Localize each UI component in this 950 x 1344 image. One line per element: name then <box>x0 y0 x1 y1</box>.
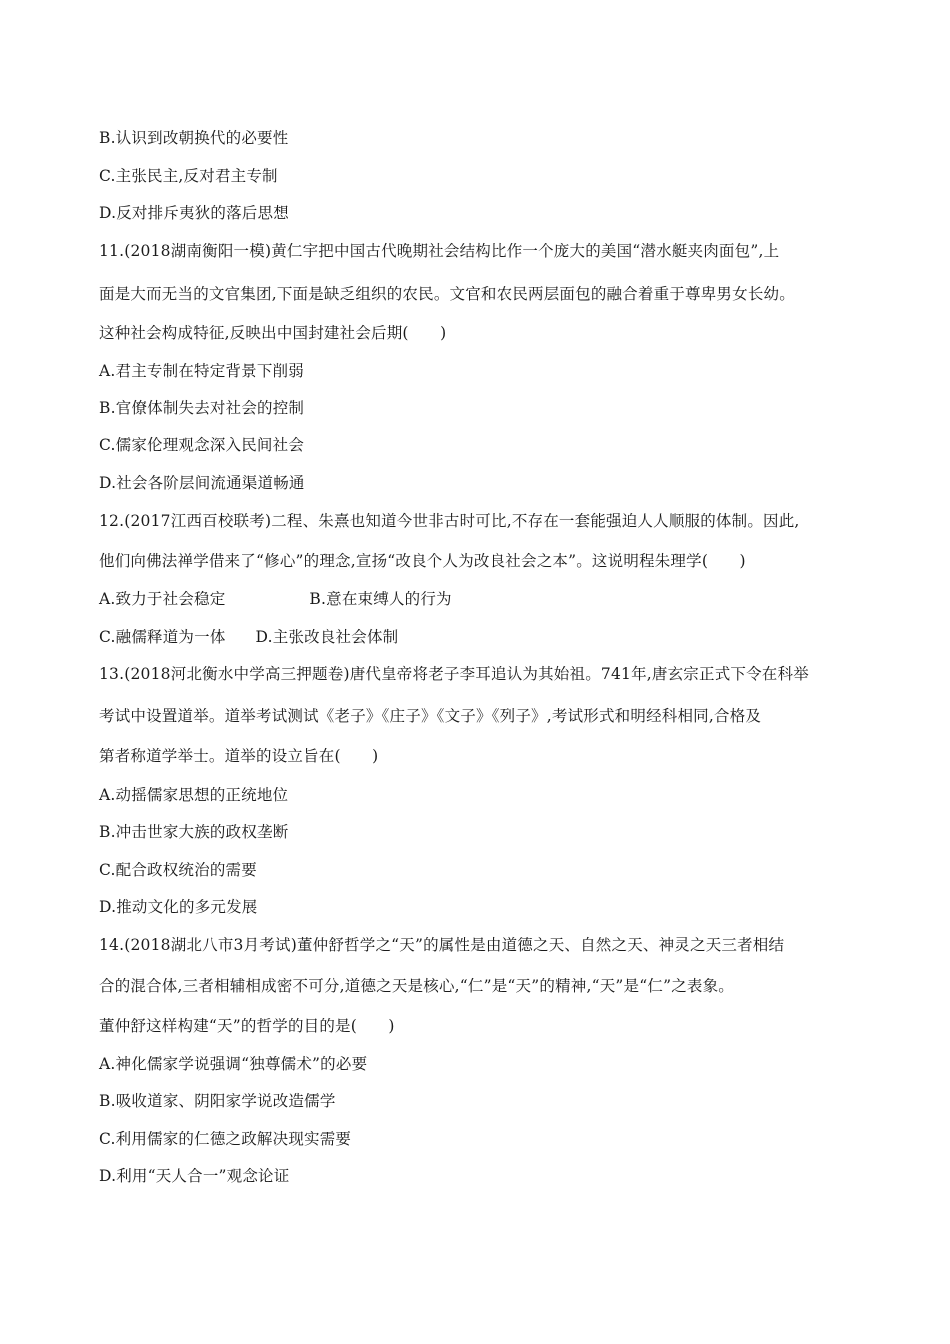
q13-option-b: B.冲击世家大族的政权垄断 <box>99 823 289 841</box>
q12-option-a: A.致力于社会稳定 <box>99 590 226 608</box>
q12-option-b: B.意在束缚人的行为 <box>309 590 452 608</box>
q13-stem-line-1: 13.(2018河北衡水中学高三押题卷)唐代皇帝将老子李耳追认为其始祖。741年,唐玄宗正式下令在科举 <box>99 665 809 683</box>
q13-stem-line-2: 考试中设置道举。道举考试测试《老子》《庄子》《文子》《列子》,考试形式和明经科相同,合格及 <box>99 707 762 725</box>
q13-stem-line-3: 第者称道学举士。道举的设立旨在( ) <box>99 747 379 765</box>
q14-stem-line-3: 董仲舒这样构建“天”的哲学的目的是( ) <box>99 1017 395 1035</box>
q14-option-c: C.利用儒家的仁德之政解决现实需要 <box>99 1130 352 1148</box>
q13-option-c: C.配合政权统治的需要 <box>99 861 257 879</box>
q11-option-d: D.社会各阶层间流通渠道畅通 <box>99 474 305 492</box>
q11-stem-line-2: 面是大而无当的文官集团,下面是缺乏组织的农民。文官和农民两层面包的融合着重于尊卑男女长幼。 <box>99 285 795 303</box>
q14-stem-line-2: 合的混合体,三者相辅相成密不可分,道德之天是核心,“仁”是“天”的精神,“天”是“仁”之表象。 <box>99 977 735 995</box>
q12-stem-line-2: 他们向佛法禅学借来了“修心”的理念,宣扬“改良个人为改良社会之本”。这说明程朱理学( ) <box>99 552 746 570</box>
q10-option-d: D.反对排斥夷狄的落后思想 <box>99 204 289 222</box>
q12-options-row-1 <box>99 589 452 609</box>
q14-option-a: A.神化儒家学说强调“独尊儒术”的必要 <box>99 1055 368 1073</box>
q11-option-b: B.官僚体制失去对社会的控制 <box>99 399 305 417</box>
q11-option-c: C.儒家伦理观念深入民间社会 <box>99 436 305 454</box>
q14-option-d: D.利用“天人合一”观念论证 <box>99 1167 290 1185</box>
q10-option-c: C.主张民主,反对君主专制 <box>99 167 278 185</box>
q11-stem-line-1: 11.(2018湖南衡阳一模)黄仁宇把中国古代晚期社会结构比作一个庞大的美国“潜水艇夹肉面包”,上 <box>99 242 780 260</box>
q13-option-d: D.推动文化的多元发展 <box>99 898 258 916</box>
q12-stem-line-1: 12.(2017江西百校联考)二程、朱熹也知道今世非古时可比,不存在一套能强迫人人顺服的体制。因此, <box>99 512 800 530</box>
q11-option-a: A.君主专制在特定背景下削弱 <box>99 362 304 380</box>
q13-option-a: A.动摇儒家思想的正统地位 <box>99 786 289 804</box>
q12-options-row-2 <box>99 627 398 647</box>
q14-option-b: B.吸收道家、阴阳家学说改造儒学 <box>99 1092 336 1110</box>
q12-option-c: C.融儒释道为一体 <box>99 628 226 646</box>
q11-stem-line-3: 这种社会构成特征,反映出中国封建社会后期( ) <box>99 324 447 342</box>
q14-stem-line-1: 14.(2018湖北八市3月考试)董仲舒哲学之“天”的属性是由道德之天、自然之天、神灵之天三者相结 <box>99 936 785 954</box>
q12-option-d: D.主张改良社会体制 <box>255 628 399 646</box>
q10-option-b: B.认识到改朝换代的必要性 <box>99 129 289 147</box>
